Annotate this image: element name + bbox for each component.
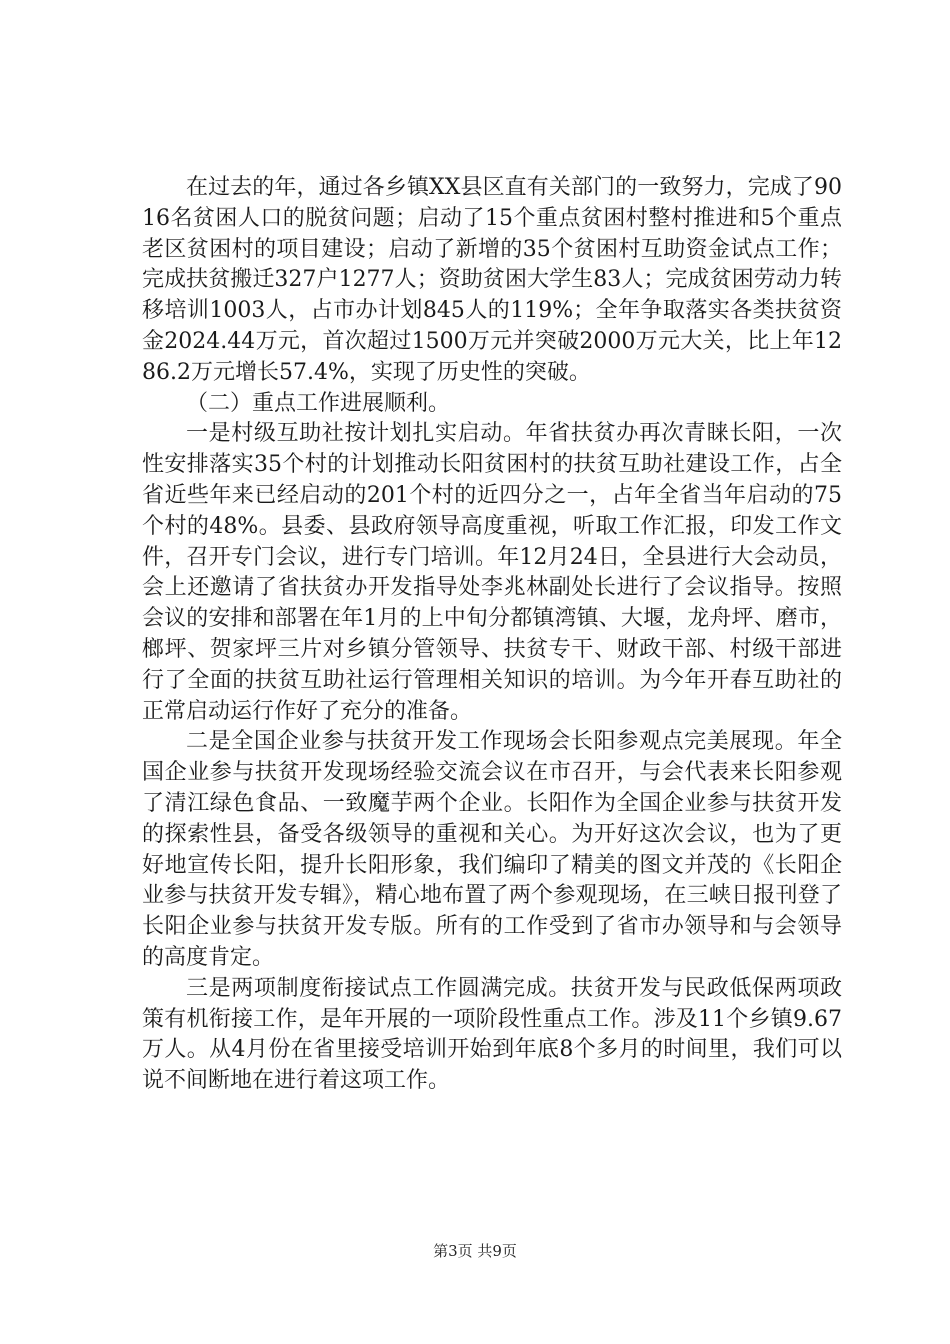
section-heading-key-work: （二）重点工作进展顺利。 [186,390,451,416]
paragraph-poverty-results: 在过去的年，通过各乡镇XX县区直有关部门的一致努力，完成了9016名贫困人口的脱贫问题；启动了15个重点贫困村整村推进和5个重点老区贫困村的项目建设；启动了新增的35个贫困村互助资金试点工作；完成扶贫搬迁327户1277人；资助贫困大学生83人；完成贫困劳动力转移培训1003人，占市办计划845人的119%；全年争取落实各类扶贫资金2024.44万元，首次超过1500万元并突破2000万元大关，比上年1286.2万元增长57.4%，实现了历史性的突破。 [142,175,842,385]
paragraph-mutual-aid: 一是村级互助社按计划扎实启动。年省扶贫办再次青睐长阳，一次性安排落实35个村的计划推动长阳贫困村的扶贫互助社建设工作，占全省近些年来已经启动的201个村的近四分之一，占年全省当年启动的75个村的48%。县委、县政府领导高度重视，听取工作汇报，印发工作文件，召开专门会议，进行专门培训。年12月24日，全县进行大会动员，会上还邀请了省扶贫办开发指导处李兆林副处长进行了会议指导。按照会议的安排和部署在年1月的上中旬分都镇湾镇、大堰，龙舟坪、磨市，榔坪、贺家坪三片对乡镇分管领导、扶贫专干、财政干部、村级干部进行了全面的扶贫互助社运行管理相关知识的培训。为今年开春互助社的正常启动运行作好了充分的准备。 [142,421,842,724]
page-number-footer: 第3页 共9页 [433,1242,517,1260]
paragraph-two-systems: 三是两项制度衔接试点工作圆满完成。扶贫开发与民政低保两项政策有机衔接工作，是年开展的一项阶段性重点工作。涉及11个乡镇9.67万人。从4月份在省里接受培训开始到年底8个多月的时间里，我们可以说不间断地在进行着这项工作。 [142,975,842,1094]
document-body [142,173,842,1097]
paragraph-enterprise-meeting: 二是全国企业参与扶贫开发工作现场会长阳参观点完美展现。年全国企业参与扶贫开发现场经验交流会议在市召开，与会代表来长阳参观了清江绿色食品、一致魔芋两个企业。长阳作为全国企业参与扶贫开发的探索性县，备受各级领导的重视和关心。为开好这次会议，也为了更好地宣传长阳，提升长阳形象，我们编印了精美的图文并茂的《长阳企业参与扶贫开发专辑》，精心地布置了两个参观现场，在三峡日报刊登了长阳企业参与扶贫开发专版。所有的工作受到了省市办领导和与会领导的高度肯定。 [142,729,842,970]
